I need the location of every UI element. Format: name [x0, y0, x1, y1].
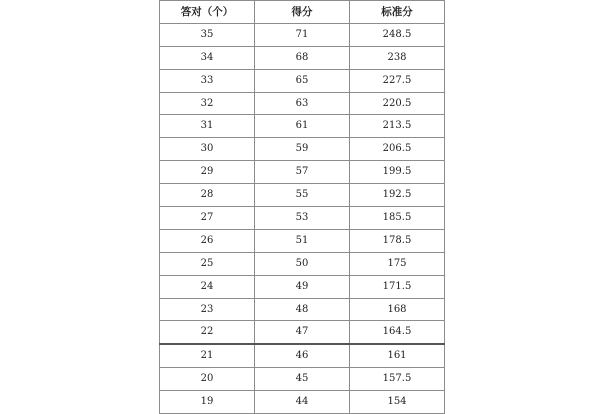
table-row [160, 69, 445, 92]
cell-standard-score: 192.5 [350, 184, 445, 207]
cell-score: 65 [255, 69, 350, 92]
cell-score: 68 [255, 46, 350, 69]
cell-correct-count: 31 [160, 115, 255, 138]
table-body [160, 23, 445, 413]
cell-standard-score: 206.5 [350, 138, 445, 161]
cell-score: 57 [255, 161, 350, 184]
cell-standard-score: 185.5 [350, 207, 445, 230]
cell-score: 71 [255, 23, 350, 46]
cell-correct-count: 23 [160, 298, 255, 321]
cell-standard-score: 213.5 [350, 115, 445, 138]
cell-correct-count: 33 [160, 69, 255, 92]
cell-correct-count: 29 [160, 161, 255, 184]
cell-score: 46 [255, 344, 350, 367]
cell-standard-score: 168 [350, 298, 445, 321]
cell-standard-score: 238 [350, 46, 445, 69]
table-header-row [160, 1, 445, 24]
table-row [160, 46, 445, 69]
table-row [160, 23, 445, 46]
table-row [160, 391, 445, 414]
table-row [160, 275, 445, 298]
table-row [160, 344, 445, 367]
cell-standard-score: 154 [350, 391, 445, 414]
header-score: 得分 [255, 1, 350, 24]
cell-correct-count: 27 [160, 207, 255, 230]
table-row [160, 115, 445, 138]
score-conversion-table [159, 0, 445, 414]
table-row [160, 161, 445, 184]
header-standard-score: 标准分 [350, 1, 445, 24]
cell-correct-count: 30 [160, 138, 255, 161]
cell-standard-score: 248.5 [350, 23, 445, 46]
table-row [160, 229, 445, 252]
table-row [160, 368, 445, 391]
cell-score: 47 [255, 321, 350, 344]
cell-standard-score: 171.5 [350, 275, 445, 298]
cell-standard-score: 220.5 [350, 92, 445, 115]
cell-correct-count: 26 [160, 229, 255, 252]
table-row [160, 321, 445, 344]
cell-correct-count: 34 [160, 46, 255, 69]
table-row [160, 207, 445, 230]
cell-score: 45 [255, 368, 350, 391]
table-row [160, 184, 445, 207]
table-row [160, 92, 445, 115]
cell-standard-score: 161 [350, 344, 445, 367]
cell-standard-score: 178.5 [350, 229, 445, 252]
table-row [160, 298, 445, 321]
cell-score: 51 [255, 229, 350, 252]
cell-standard-score: 157.5 [350, 368, 445, 391]
cell-correct-count: 35 [160, 23, 255, 46]
cell-standard-score: 227.5 [350, 69, 445, 92]
cell-standard-score: 164.5 [350, 321, 445, 344]
cell-correct-count: 21 [160, 344, 255, 367]
cell-score: 49 [255, 275, 350, 298]
table-row [160, 138, 445, 161]
cell-correct-count: 22 [160, 321, 255, 344]
cell-correct-count: 28 [160, 184, 255, 207]
cell-correct-count: 25 [160, 252, 255, 275]
cell-score: 63 [255, 92, 350, 115]
cell-score: 55 [255, 184, 350, 207]
cell-correct-count: 32 [160, 92, 255, 115]
cell-score: 59 [255, 138, 350, 161]
cell-correct-count: 24 [160, 275, 255, 298]
cell-score: 50 [255, 252, 350, 275]
cell-score: 48 [255, 298, 350, 321]
table-row [160, 252, 445, 275]
cell-standard-score: 199.5 [350, 161, 445, 184]
cell-score: 61 [255, 115, 350, 138]
cell-standard-score: 175 [350, 252, 445, 275]
cell-correct-count: 20 [160, 368, 255, 391]
cell-score: 44 [255, 391, 350, 414]
header-correct-count: 答对（个） [160, 1, 255, 24]
cell-correct-count: 19 [160, 391, 255, 414]
cell-score: 53 [255, 207, 350, 230]
